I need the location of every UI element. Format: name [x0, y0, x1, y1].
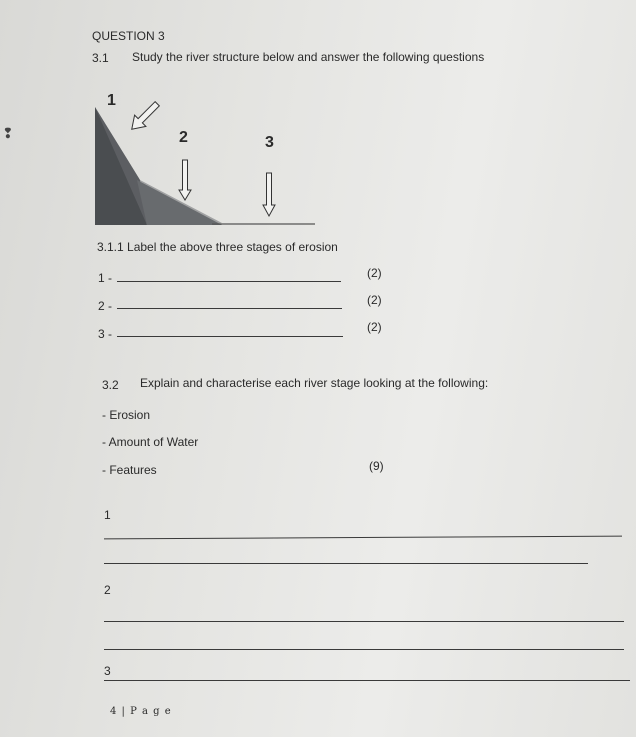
stage-label-1: 1 [107, 92, 116, 109]
label-item-1-marks: (2) [367, 266, 382, 280]
q32-text: Explain and characterise each river stage looking at the following: [140, 376, 489, 390]
question-title: QUESTION 3 [92, 29, 165, 43]
river-profile-diagram [92, 85, 317, 230]
label-item-1-prefix: 1 - [98, 271, 113, 285]
answer-block-1-line-1[interactable] [104, 536, 622, 540]
criteria-erosion: - Erosion [102, 408, 151, 422]
label-item-2-answer-line[interactable] [117, 308, 342, 309]
criteria-amount-of-water: - Amount of Water [102, 435, 199, 449]
criteria-marks: (9) [369, 459, 384, 473]
q31-number: 3.1 [92, 51, 109, 65]
criteria-features: - Features [102, 463, 157, 477]
label-item-3-prefix: 3 - [98, 327, 113, 341]
answer-block-3-label: 3 [104, 664, 111, 678]
q32-number: 3.2 [102, 378, 119, 392]
answer-block-2-line-1[interactable] [104, 621, 624, 622]
margin-mark: ❢ [2, 125, 14, 141]
stage-label-3: 3 [265, 134, 274, 151]
answer-block-1-line-2[interactable] [104, 563, 588, 564]
answer-block-3-line-1[interactable] [104, 680, 630, 681]
label-item-2-prefix: 2 - [98, 299, 113, 313]
arrow-2-icon [179, 160, 191, 200]
q311-text: 3.1.1 Label the above three stages of erosion [97, 240, 338, 254]
answer-block-1-label: 1 [104, 508, 111, 522]
stage-label-2: 2 [179, 129, 188, 146]
label-item-3-answer-line[interactable] [117, 336, 343, 337]
answer-block-2-label: 2 [104, 583, 111, 597]
arrow-1-icon [126, 98, 163, 135]
answer-block-2-line-2[interactable] [104, 649, 624, 650]
q31-text: Study the river structure below and answer the following questions [132, 50, 485, 64]
label-item-1-answer-line[interactable] [117, 281, 341, 282]
page-footer: 4 | P a g e [110, 706, 172, 717]
label-item-3-marks: (2) [367, 320, 382, 334]
arrow-3-icon [263, 173, 275, 216]
label-item-2-marks: (2) [367, 293, 382, 307]
